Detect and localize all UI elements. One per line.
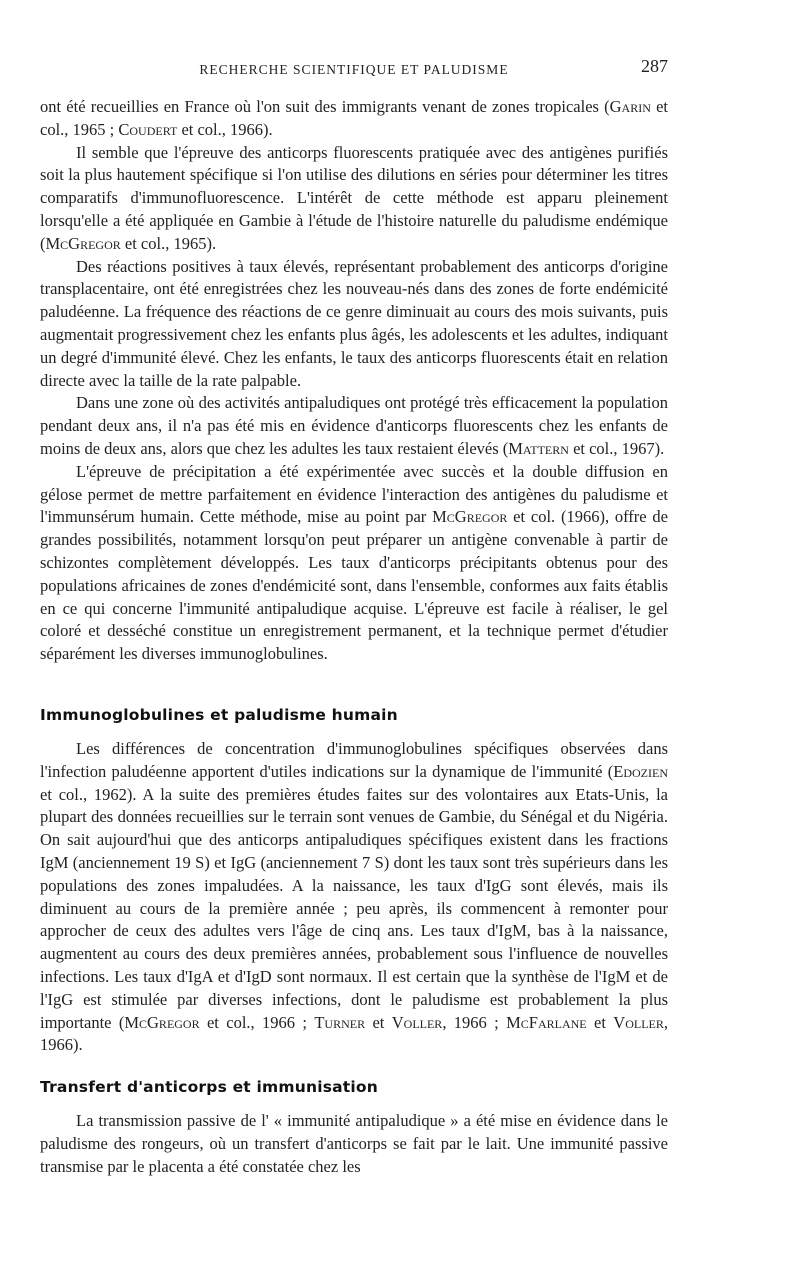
author-name: Garin [609,97,651,116]
author-name: Turner [314,1012,366,1032]
author-name: McGregor [124,1012,200,1032]
author-name: McGregor [45,233,121,253]
author-name: Mattern [508,438,569,458]
author-name: Coudert [118,119,178,139]
paragraph-6: Les différences de concentration d'immunoglobulines spécifiques observées dans l'infection paludéenne apportent d'utiles indications sur la dynamique de l'immunité (Edozien et col., 1962). A la suite des premières études faites sur des volontaires aux Etats-Unis, la plupart des données recueillies sur le terrain sont venues de Gambie, du Sénégal et du Nigéria. On sait aujourd'hui que des anticorps antipaludiques spécifiques existent dans les fractions IgM (anciennement 19 S) et IgG (anciennement 7 S) dont les taux sont très supérieurs dans les populations des zones impaludées. A la naissance, les taux d'IgG sont élevés, mais ils diminuent au cours de la première année ; peu après, ils commencent à remonter pour approcher de ceux des adultes vers l'âge de cinq ans. Les taux d'IgM, bas à la naissance, augmentent au cours des deux premières années, probablement sous l'influence de nouvelles infections. Les taux d'IgA et d'IgD sont normaux. Il est certain que la synthèse de l'IgM et de l'IgG est stimulée par diverses infections, dont le paludisme est probablement la plus importante (McGregor et col., 1966 ; Turner et Voller, 1966 ; McFarlane et Voller, 1966). [40,739,668,1055]
paragraph-2: Il semble que l'épreuve des anticorps fluorescents pratiquée avec des antigènes purifiés soit la plus hautement spécifique si l'on utilise des dilutions en séries pour déterminer les titres comparatifs d'immunofluorescence. L'intérêt de cette méthode est apparu pleinement lorsqu'elle a été appliquée en Gambie à l'étude de l'histoire naturelle du paludisme endémique (McGregor et col., 1965). [40,142,668,253]
section-heading-immunoglobulines: Immunoglobulines et paludisme humain [40,706,398,724]
paragraph-3: Des réactions positives à taux élevés, représentant probablement des anticorps d'origine transplacentaire, ont été enregistrées chez les nouveau-nés dans des zones de forte endémicité paludéenne. La fréquence des réactions de ce genre diminuait au cours des mois suivants, puis augmentait progressivement chez les enfants plus âgés, les adolescents et les adultes, indiquant un degré d'immunité élevé. Chez les enfants, le taux des anticorps fluorescents était en relation directe avec la taille de la rate palpable. [40,256,668,390]
paragraph-7: La transmission passive de l' « immunité antipaludique » a été mise en évidence dans le paludisme des rongeurs, où un transfert d'anticorps se fait par le lait. Une immunité passive transmise par le placenta a été constatée chez les [40,1111,668,1176]
section-heading-transfert: Transfert d'anticorps et immunisation [40,1078,379,1096]
paragraph-4: Dans une zone où des activités antipaludiques ont protégé très efficacement la population pendant deux ans, il n'a pas été mis en évidence d'anticorps fluorescents chez les enfants de moins de deux ans, alors que chez les adultes les taux restaient élevés (Mattern et col., 1967). [40,393,668,458]
author-name: Voller [391,1012,443,1032]
running-title: RECHERCHE SCIENTIFIQUE ET PALUDISME [199,62,509,77]
author-name: Edozien [613,761,668,781]
author-name: Voller [613,1012,664,1032]
text-block-3 [40,1110,668,1178]
page-number: 287 [641,56,668,76]
text-block-1 [40,96,668,666]
paragraph-1: ont été recueillies en France où l'on suit des immigrants venant de zones tropicales (Garin et col., 1965 ; Coudert et col., 1966). [40,97,668,139]
text-block-2 [40,738,668,1057]
author-name: McFarlane [506,1012,587,1032]
paragraph-5: L'épreuve de précipitation a été expérimentée avec succès et la double diffusion en gélose permet de mettre parfaitement en évidence l'interaction des antigènes du paludisme et l'immunsérum humain. Cette méthode, mise au point par McGregor et col. (1966), offre de grandes possibilités, notamment lorsqu'on peut préparer un antigène convenable à partir de schizontes complètement développés. Les taux d'anticorps précipitants obtenus pour des populations africaines de zones d'endémicité sont, dans l'ensemble, conformes aux faits établis en ce qui concerne l'immunité antipaludique acquise. L'épreuve est facile à réaliser, le gel coloré et desséché constitue un enregistrement permanent, et la technique permet d'étudier séparément les diverses immunoglobulines. [40,461,668,664]
page-header [40,56,668,86]
author-name: McGregor [432,507,508,527]
